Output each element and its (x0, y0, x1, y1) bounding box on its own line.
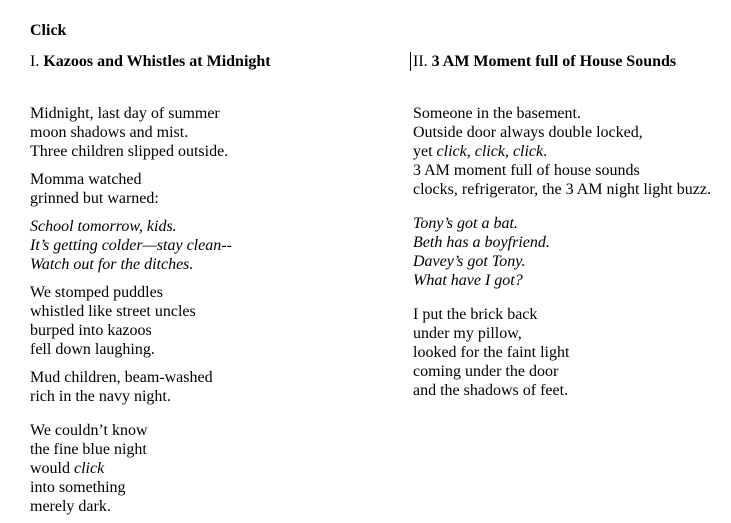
poem-line (413, 142, 711, 161)
italic-text: Watch out for the ditches. (30, 256, 194, 273)
italic-text: Tony’s got a bat. (413, 215, 518, 232)
poem-line (30, 123, 228, 142)
text: . (543, 143, 548, 160)
text: I put the brick back (413, 306, 538, 323)
poem-line (30, 236, 232, 255)
text: Someone in the basement. (413, 105, 581, 122)
text-cursor-caret (410, 52, 411, 71)
poem-line (413, 214, 550, 233)
poem-line (30, 340, 196, 359)
poem-line (30, 142, 228, 161)
poem-line (30, 321, 196, 340)
text: looked for the faint light (413, 344, 570, 361)
poem-line (413, 252, 550, 271)
poem-line (30, 302, 196, 321)
poem-line (30, 497, 148, 516)
text: rich in the navy night. (30, 388, 171, 405)
text: merely dark. (30, 498, 111, 515)
stanza (30, 217, 232, 274)
text: would (30, 460, 74, 477)
text: Mud children, beam-washed (30, 369, 213, 386)
stanza (30, 170, 159, 208)
italic-text: click, click, click (436, 143, 544, 160)
poem-line (413, 104, 711, 123)
text: 3 AM moment full of house sounds (413, 162, 640, 179)
italic-text: Beth has a boyfriend. (413, 234, 550, 251)
italic-text: Davey’s got Tony. (413, 253, 526, 270)
section-numeral: II. (413, 53, 432, 70)
section-heading-text: 3 AM Moment full of House Sounds (431, 53, 677, 70)
text: Outside door always double locked, (413, 124, 643, 141)
poem-line (413, 271, 550, 290)
stanza (413, 104, 711, 199)
poem-line (30, 459, 148, 478)
section-heading (413, 52, 676, 71)
section-heading (30, 52, 271, 71)
poem-line (30, 440, 148, 459)
italic-text: click (74, 460, 105, 477)
stanza (30, 368, 213, 406)
text: burped into kazoos (30, 322, 152, 339)
poem-line (30, 217, 232, 236)
stanza (30, 104, 228, 161)
poem-line (413, 381, 569, 400)
text: moon shadows and mist. (30, 124, 189, 141)
text: Midnight, last day of summer (30, 105, 220, 122)
text: fell down laughing. (30, 341, 155, 358)
poem-line (413, 362, 569, 381)
text: Momma watched (30, 171, 142, 188)
italic-text: School tomorrow, kids. (30, 218, 177, 235)
section-numeral: I. (30, 53, 44, 70)
section-heading-text: Kazoos and Whistles at Midnight (43, 53, 271, 70)
text: into something (30, 479, 126, 496)
text: under my pillow, (413, 325, 522, 342)
poem-line (413, 161, 711, 180)
italic-text: It’s getting colder—stay clean-- (30, 237, 232, 254)
text: clocks, refrigerator, the 3 AM night light buzz. (413, 181, 711, 198)
text: coming under the door (413, 363, 559, 380)
poem-section-i (30, 52, 413, 523)
poem-line (30, 368, 213, 387)
text: We stomped puddles (30, 284, 163, 301)
poem-columns (30, 52, 721, 523)
poem-line (413, 180, 711, 199)
poem-line (30, 255, 232, 274)
poem-line (413, 305, 569, 324)
poem-section-ii (413, 52, 721, 409)
italic-text: What have I got? (413, 272, 523, 289)
text: Three children slipped outside. (30, 143, 229, 160)
text: yet (413, 143, 437, 160)
poem-line (30, 104, 228, 123)
poem-line (30, 387, 213, 406)
poem-line (30, 478, 148, 497)
text: whistled like street uncles (30, 303, 196, 320)
stanza (30, 283, 196, 359)
text: We couldn’t know (30, 422, 148, 439)
text: and the shadows of feet. (413, 382, 569, 399)
poem-title: Click (30, 22, 67, 39)
poem-line (30, 421, 148, 440)
stanza (30, 421, 148, 516)
poem-line (413, 324, 569, 343)
stanza (413, 305, 569, 400)
poem-line (30, 283, 196, 302)
poem-line (413, 233, 550, 252)
poem-line (30, 170, 159, 189)
poem-line (413, 123, 711, 142)
text: grinned but warned: (30, 190, 159, 207)
poem-line (413, 343, 569, 362)
poem-line (30, 189, 159, 208)
text: the fine blue night (30, 441, 147, 458)
stanza (413, 214, 550, 290)
